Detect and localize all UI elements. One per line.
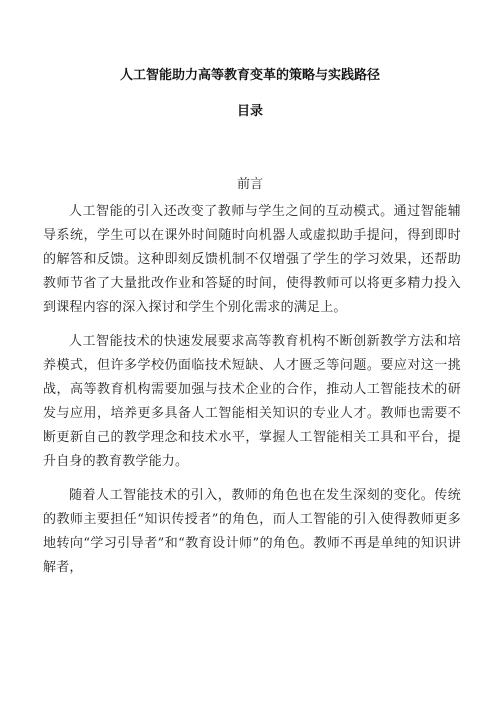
paragraph: 随着人工智能技术的引入，教师的角色也在发生深刻的变化。传统的教师主要担任“知识传授者”的角色，而人工智能的引入使得教师更多地转向“学习引导者”和“教育设计师”的角色。教师不再是单纯的知识讲解者， bbox=[43, 488, 461, 575]
document-title: 人工智能助力高等教育变革的策略与实践路径 bbox=[119, 68, 380, 83]
paragraph: 人工智能的引入还改变了教师与学生之间的互动模式。通过智能辅导系统，学生可以在课外时间随时向机器人或虚拟助手提问，得到即时的解答和反馈。这种即刻反馈机制不仅增强了学生的学习效果，还帮助教师节省了大量批改作业和答疑的时间，使得教师可以将更多精力投入到课程内容的深入探讨和学生个别化需求的满足上。 bbox=[43, 204, 461, 315]
paragraph: 人工智能技术的快速发展要求高等教育机构不断创新教学方法和培养模式，但许多学校仍面临技术短缺、人才匮乏等问题。要应对这一挑战，高等教育机构需要加强与技术企业的合作，推动人工智能技术的研发与应用，培养更多具备人工智能相关知识的专业人才。教师也需要不断更新自己的教学理念和技术水平，掌握人工智能相关工具和平台，提升自身的教育教学能力。 bbox=[43, 334, 461, 469]
toc-heading: 目录 bbox=[236, 104, 263, 119]
section-heading-preface: 前言 bbox=[236, 177, 263, 192]
body-text bbox=[43, 200, 461, 590]
